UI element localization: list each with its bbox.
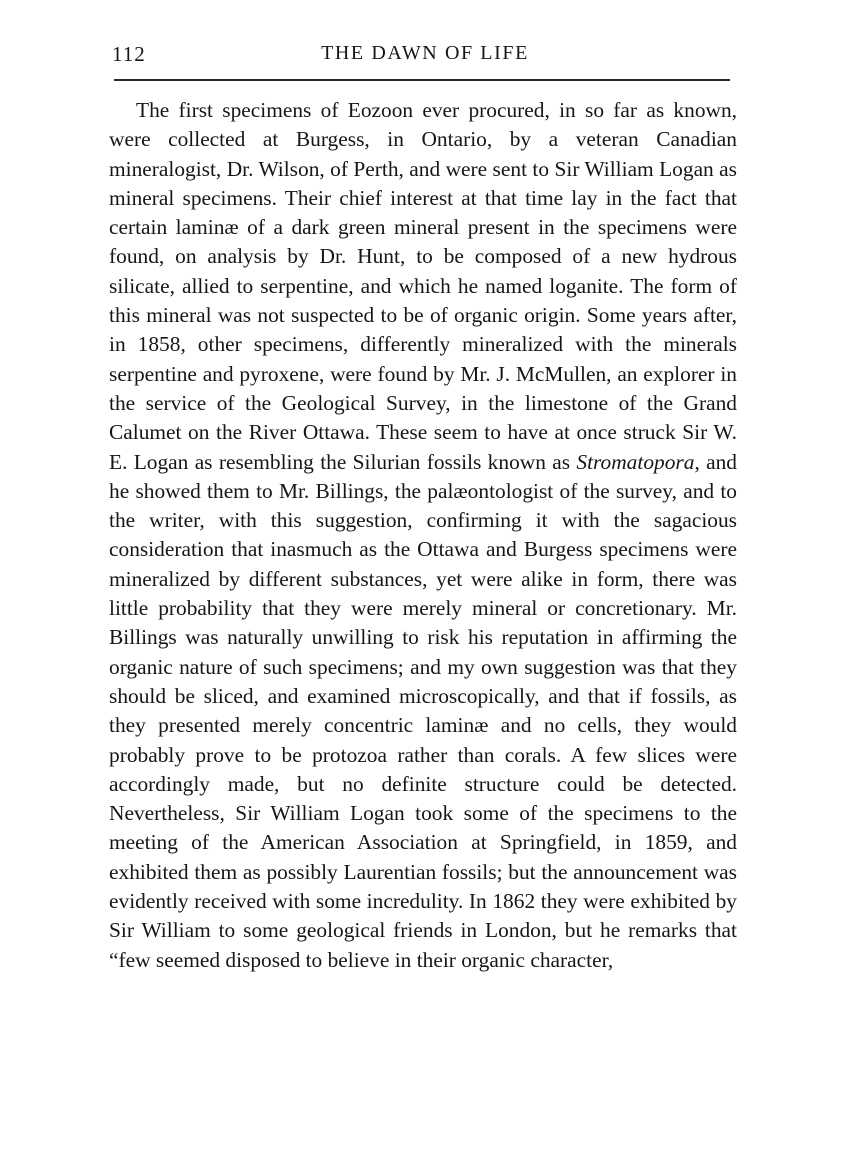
- body-paragraph: [109, 96, 737, 975]
- page-number: 112: [112, 42, 146, 66]
- italic-term-stromatopora: Stromatopora: [576, 449, 695, 474]
- body-text-part-1: The first specimens of Eozoon ever procured, in so far as known, were collected at Burgess, in Ontario, by a veteran Canadian mineralogist, Dr. Wilson, of Perth, and were sent to Sir William Logan as mineral specimens. Their chief interest at that time lay in the fact that certain laminæ of a dark green mineral present in the specimens were found, on analysis by Dr. Hunt, to be composed of a new hydrous silicate, allied to serpentine, and which he named loganite. The form of this mineral was not suspected to be of organic origin. Some years after, in 1858, other specimens, differently mineralized with the minerals serpentine and pyroxene, were found by Mr. J. McMullen, an explorer in the service of the Geological Survey, in the limestone of the Grand Calumet on the River Ottawa. These seem to have at once struck Sir W. E. Logan as resembling the Silurian fossils known as: [109, 98, 737, 474]
- header-rule: [114, 79, 730, 81]
- running-title: THE DAWN OF LIFE: [321, 42, 529, 64]
- running-head: [112, 42, 738, 72]
- body-text-part-2: , and he showed them to Mr. Billings, the palæontologist of the survey, and to the writer, with this suggestion, confirming it with the sagacious consideration that inasmuch as the Ottawa and Burgess specimens were mineralized by different substances, yet were alike in form, there was little probability that they were merely mineral or concretionary. Mr. Billings was naturally unwilling to risk his reputation in affirming the organic nature of such specimens; and my own suggestion was that they should be sliced, and examined microscopically, and that if fossils, as they presented merely concentric laminæ and no cells, they would probably prove to be protozoa rather than corals. A few slices were accordingly made, but no definite structure could be detected. Nevertheless, Sir William Logan took some of the specimens to the meeting of the American Association at Springfield, in 1859, and exhibited them as possibly Laurentian fossils; but the announcement was evidently received with some incredulity. In 1862 they were exhibited by Sir William to some geological friends in London, but he remarks that “few seemed disposed to believe in their organic character,: [109, 449, 737, 972]
